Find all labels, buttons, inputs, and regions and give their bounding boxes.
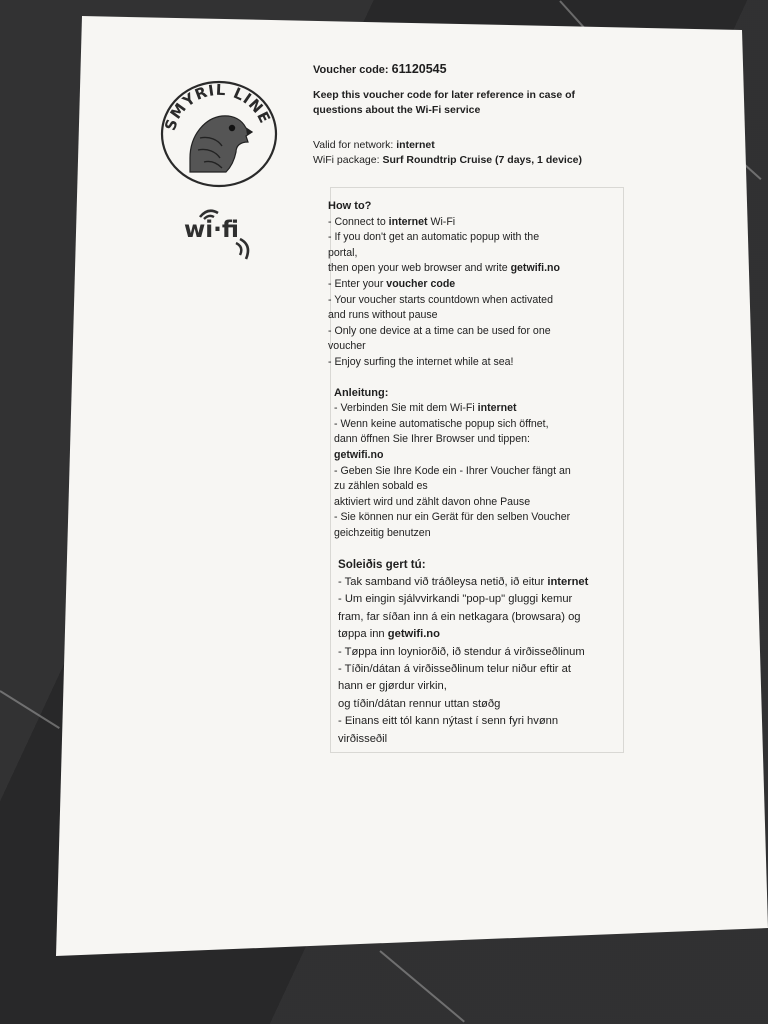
brand-arc-text: SMYRIL LINE bbox=[161, 80, 275, 133]
instruction-line bbox=[338, 591, 623, 608]
instruction-text: voucher bbox=[328, 340, 366, 353]
instruction-text: - If you don't get an automatic popup with the bbox=[328, 231, 540, 244]
instruction-text: Wi-Fi bbox=[427, 215, 456, 228]
instruction-line bbox=[328, 246, 623, 262]
instruction-text: - Enter your bbox=[328, 277, 387, 290]
instruction-text: - Wenn keine automatische popup sich öffnet, bbox=[334, 417, 549, 430]
network-line bbox=[313, 138, 613, 153]
instruction-line bbox=[338, 661, 623, 678]
voucher-header bbox=[313, 62, 613, 168]
instruction-text: aktiviert wird und zählt davon ohne Pause bbox=[334, 495, 531, 508]
instruction-line bbox=[328, 230, 623, 246]
network-value: internet bbox=[396, 139, 435, 151]
instruction-line bbox=[338, 696, 623, 713]
instruction-emphasis: internet bbox=[547, 575, 589, 588]
instruction-line bbox=[338, 626, 623, 643]
instruction-text: then open your web browser and write bbox=[328, 262, 511, 275]
network-label: Valid for network: bbox=[313, 139, 397, 151]
instruction-text: - Um eingin sjálvvirkandi "pop-up" gluggi kemur bbox=[338, 593, 573, 606]
instruction-text: tøppa inn bbox=[338, 628, 388, 641]
instruction-text: - Tøppa inn loyniorðið, ið stendur á virðisseðlinum bbox=[338, 645, 585, 658]
instruction-text: portal, bbox=[328, 246, 358, 259]
instruction-text: - Geben Sie Ihre Kode ein - Ihrer Voucher fängt an bbox=[334, 464, 571, 477]
instruction-line bbox=[338, 574, 623, 591]
instruction-line bbox=[334, 417, 623, 433]
wifi-logo-text: wi·fi bbox=[184, 217, 239, 243]
instruction-text: - Tíðin/dátan á virðisseðlinum telur niður eftir at bbox=[338, 662, 571, 675]
instruction-line bbox=[334, 401, 623, 417]
instruction-line bbox=[328, 355, 623, 371]
instruction-emphasis: getwifi.no bbox=[387, 628, 440, 641]
instruction-line bbox=[328, 261, 623, 277]
instruction-text: - Enjoy surfing the internet while at sea! bbox=[328, 355, 514, 368]
marble-vein bbox=[379, 950, 465, 1022]
instructions-german bbox=[334, 386, 623, 542]
keep-note-line-2: questions about the Wi-Fi service bbox=[313, 104, 481, 116]
wifi-logo-icon bbox=[184, 205, 260, 261]
instruction-text: - Einans eitt tól kann nýtast í senn fyri hvønn bbox=[338, 715, 559, 728]
instruction-line bbox=[338, 609, 623, 626]
package-line bbox=[313, 153, 613, 168]
instruction-line bbox=[334, 526, 623, 542]
instruction-line bbox=[328, 308, 623, 324]
package-label: WiFi package: bbox=[313, 154, 383, 166]
instruction-text: geichzeitig benutzen bbox=[334, 526, 431, 539]
smyril-line-logo-icon bbox=[160, 80, 278, 188]
instruction-text: and runs without pause bbox=[328, 309, 438, 322]
instruction-text: dann öffnen Sie Ihrer Browser und tippen: bbox=[334, 433, 530, 446]
instruction-emphasis: internet bbox=[477, 402, 517, 415]
instruction-text: - Sie können nur ein Gerät für den selben Voucher bbox=[334, 511, 571, 524]
instruction-emphasis: voucher code bbox=[386, 277, 456, 290]
instruction-line bbox=[334, 479, 623, 495]
section-title: How to? bbox=[328, 200, 372, 212]
instruction-line bbox=[338, 713, 623, 730]
instruction-emphasis: getwifi.no bbox=[510, 262, 560, 275]
instruction-text: - Tak samband við tráðleysa netið, ið eitur bbox=[338, 575, 548, 588]
instructions-box bbox=[330, 187, 624, 753]
section-title: Anleitung: bbox=[334, 386, 389, 399]
instruction-text: - Only one device at a time can be used for one bbox=[328, 324, 551, 337]
voucher-code-label: Voucher code: bbox=[313, 64, 392, 76]
instruction-text: og tíðin/dátan rennur uttan støðg bbox=[338, 697, 501, 710]
instruction-text: - Verbinden Sie mit dem Wi-Fi bbox=[334, 402, 478, 415]
instruction-text: zu zählen sobald es bbox=[334, 480, 428, 493]
keep-voucher-note bbox=[313, 88, 613, 118]
instruction-line bbox=[334, 495, 623, 511]
instruction-line bbox=[334, 448, 623, 464]
instruction-text: - Connect to bbox=[328, 215, 389, 228]
instruction-line bbox=[328, 215, 623, 231]
package-value: Surf Roundtrip Cruise (7 days, 1 device) bbox=[382, 154, 582, 166]
instruction-line bbox=[328, 339, 623, 355]
instruction-text: hann er gjørdur virkin, bbox=[338, 680, 447, 693]
instruction-text: - Your voucher starts countdown when activated bbox=[328, 293, 553, 306]
instruction-emphasis: internet bbox=[388, 215, 428, 228]
instruction-line bbox=[328, 277, 623, 293]
instruction-line bbox=[338, 731, 623, 748]
instructions-english bbox=[328, 199, 623, 371]
instruction-emphasis: getwifi.no bbox=[334, 448, 384, 461]
instructions-faroese bbox=[338, 556, 623, 747]
instruction-text: fram, far síðan inn á ein netkagara (browsara) og bbox=[338, 610, 581, 623]
keep-note-line-1: Keep this voucher code for later reference in case of bbox=[313, 89, 576, 101]
instruction-line bbox=[334, 510, 623, 526]
voucher-code-line bbox=[313, 62, 613, 78]
instruction-line bbox=[334, 464, 623, 480]
instruction-text: virðisseðil bbox=[338, 732, 388, 745]
section-title: Soleiðis gert tú: bbox=[338, 558, 426, 572]
instruction-line bbox=[328, 324, 623, 340]
instruction-line bbox=[328, 293, 623, 309]
voucher-code-value: 61120545 bbox=[391, 62, 447, 76]
marble-vein bbox=[0, 690, 60, 729]
instruction-line bbox=[334, 432, 623, 448]
instruction-line bbox=[338, 644, 623, 661]
instruction-line bbox=[338, 678, 623, 695]
